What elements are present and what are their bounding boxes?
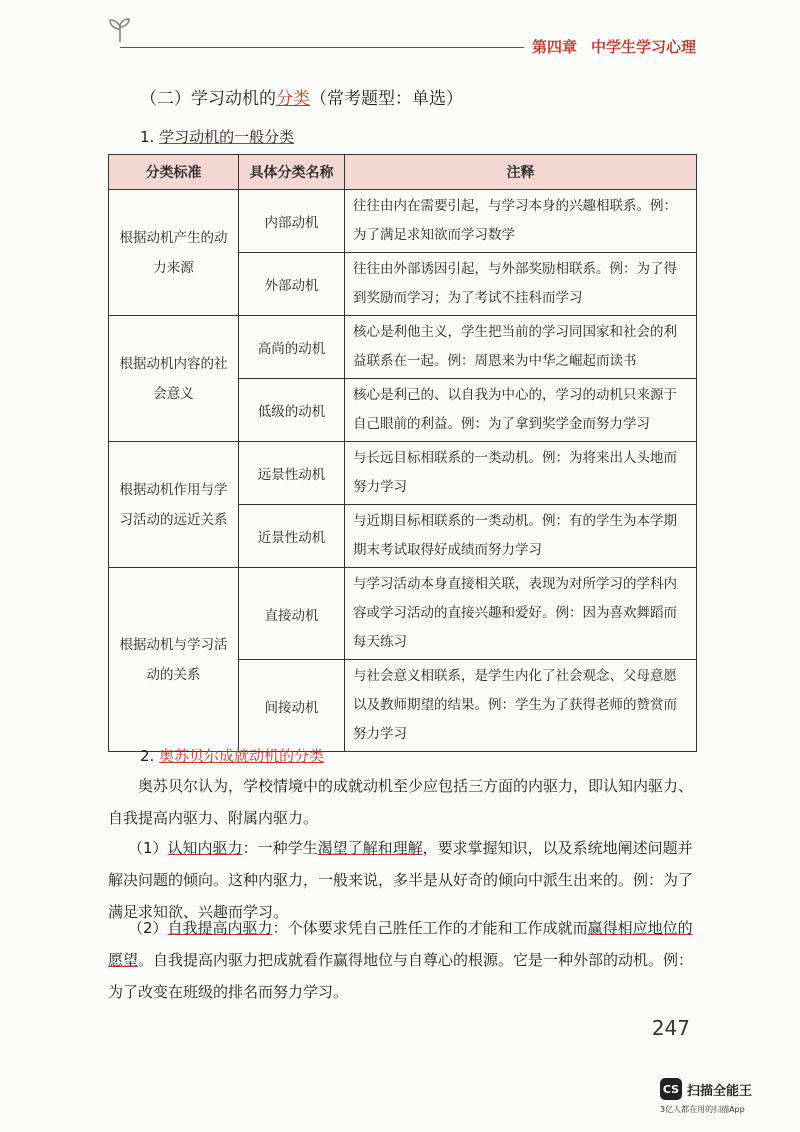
subsection-1-title: 学习动机的一般分类	[159, 128, 295, 146]
classification-standard: 根据动机产生的动力来源	[109, 190, 239, 316]
underlined-text: 赢得相应地位的愿望	[108, 919, 693, 969]
chapter-title: 中学生学习心理	[590, 38, 696, 56]
section-heading-highlight: 分类	[276, 89, 310, 109]
item-label: （1）	[128, 839, 168, 857]
category-note: 核心是利己的、以自我为中心的，学习的动机只来源于自己眼前的利益。例：为了拿到奖学金而努力学习	[345, 379, 697, 442]
category-name: 间接动机	[239, 660, 345, 752]
category-note: 与长远目标相联系的一类动机。例：为将来出人头地而努力学习	[345, 442, 697, 505]
running-header	[524, 36, 696, 57]
motivation-classification-table	[108, 154, 697, 752]
table-header-cell: 具体分类名称	[239, 155, 345, 190]
section-heading	[140, 84, 463, 109]
category-name: 外部动机	[239, 253, 345, 316]
classification-standard: 根据动机内容的社会意义	[109, 316, 239, 442]
scanner-watermark	[660, 1078, 752, 1100]
category-name: 低级的动机	[239, 379, 345, 442]
scanner-name: 扫描全能王	[687, 1083, 753, 1099]
classification-standard: 根据动机作用与学习活动的远近关系	[109, 442, 239, 568]
category-note: 与学习活动本身直接相关联，表现为对所学习的学科内容或学习活动的直接兴趣和爱好。例：因为喜欢舞蹈而每天练习	[345, 568, 697, 660]
category-note: 往往由外部诱因引起，与外部奖励相联系。例：为了得到奖励而学习；为了考试不挂科而学习	[345, 253, 697, 316]
category-name: 高尚的动机	[239, 316, 345, 379]
category-name: 远景性动机	[239, 442, 345, 505]
category-name: 直接动机	[239, 568, 345, 660]
subsection-2-number: 2.	[140, 747, 160, 765]
term: 认知内驱力	[167, 839, 243, 857]
category-note: 与近期目标相联系的一类动机。例：有的学生为本学期期末考试取得好成绩而努力学习	[345, 505, 697, 568]
category-note: 往往由内在需要引起，与学习本身的兴趣相联系。例：为了满足求知欲而学习数学	[345, 190, 697, 253]
table-header-cell: 注释	[345, 155, 697, 190]
sprout-icon	[106, 16, 134, 44]
text: ：个体要求凭自己胜任工作的才能和工作成就而	[272, 919, 588, 937]
text: ，要求掌握知识，以及系统地阐述问题并解决问题的倾向。这种内驱力，一般来说，多半是从好奇的倾向中派生出来的。例：为了满足求知欲、兴趣而学习。	[108, 839, 694, 921]
table-header-row	[109, 155, 697, 190]
item-label: （2）	[128, 919, 168, 937]
text: 。自我提高内驱力把成就看作赢得地位与自尊心的根源。它是一种外部的动机。例：为了改变在班级的排名而努力学习。	[108, 951, 694, 1001]
category-name: 内部动机	[239, 190, 345, 253]
camscanner-logo-icon: CS	[660, 1078, 682, 1100]
table-row	[109, 442, 697, 505]
underlined-text: 渴望了解和理解	[317, 839, 423, 857]
page-number: 247	[651, 1016, 690, 1040]
subsection-2-title: 奥苏贝尔成就动机的分类	[159, 747, 325, 765]
table-row	[109, 568, 697, 660]
self-improvement-drive-paragraph	[108, 912, 700, 1008]
subsection-2-heading	[140, 740, 732, 772]
table-row	[109, 190, 697, 253]
section-heading-prefix: （二）学习动机的	[140, 89, 276, 109]
category-note: 与社会意义相联系，是学生内化了社会观念、父母意愿以及教师期望的结果。例：学生为了获得老师的赞赏而努力学习	[345, 660, 697, 752]
classification-standard: 根据动机与学习活动的关系	[109, 568, 239, 752]
table-row	[109, 316, 697, 379]
text: ：一种学生	[242, 839, 318, 857]
category-name: 近景性动机	[239, 505, 345, 568]
subsection-1-number: 1.	[140, 128, 160, 146]
subsection-1-heading	[140, 126, 294, 147]
term: 自我提高内驱力	[167, 919, 273, 937]
chapter-number: 第四章	[531, 38, 577, 56]
section-heading-suffix: （常考题型：单选）	[310, 89, 463, 109]
category-note: 核心是利他主义，学生把当前的学习同国家和社会的利益联系在一起。例：周恩来为中华之崛起而读书	[345, 316, 697, 379]
table-header-cell: 分类标准	[109, 155, 239, 190]
scanner-tagline: 3亿人都在用的扫描App	[660, 1105, 745, 1114]
intro-paragraph: 奥苏贝尔认为，学校情境中的成就动机至少应包括三方面的内驱力，即认知内驱力、自我提高内驱力、附属内驱力。	[108, 777, 694, 827]
